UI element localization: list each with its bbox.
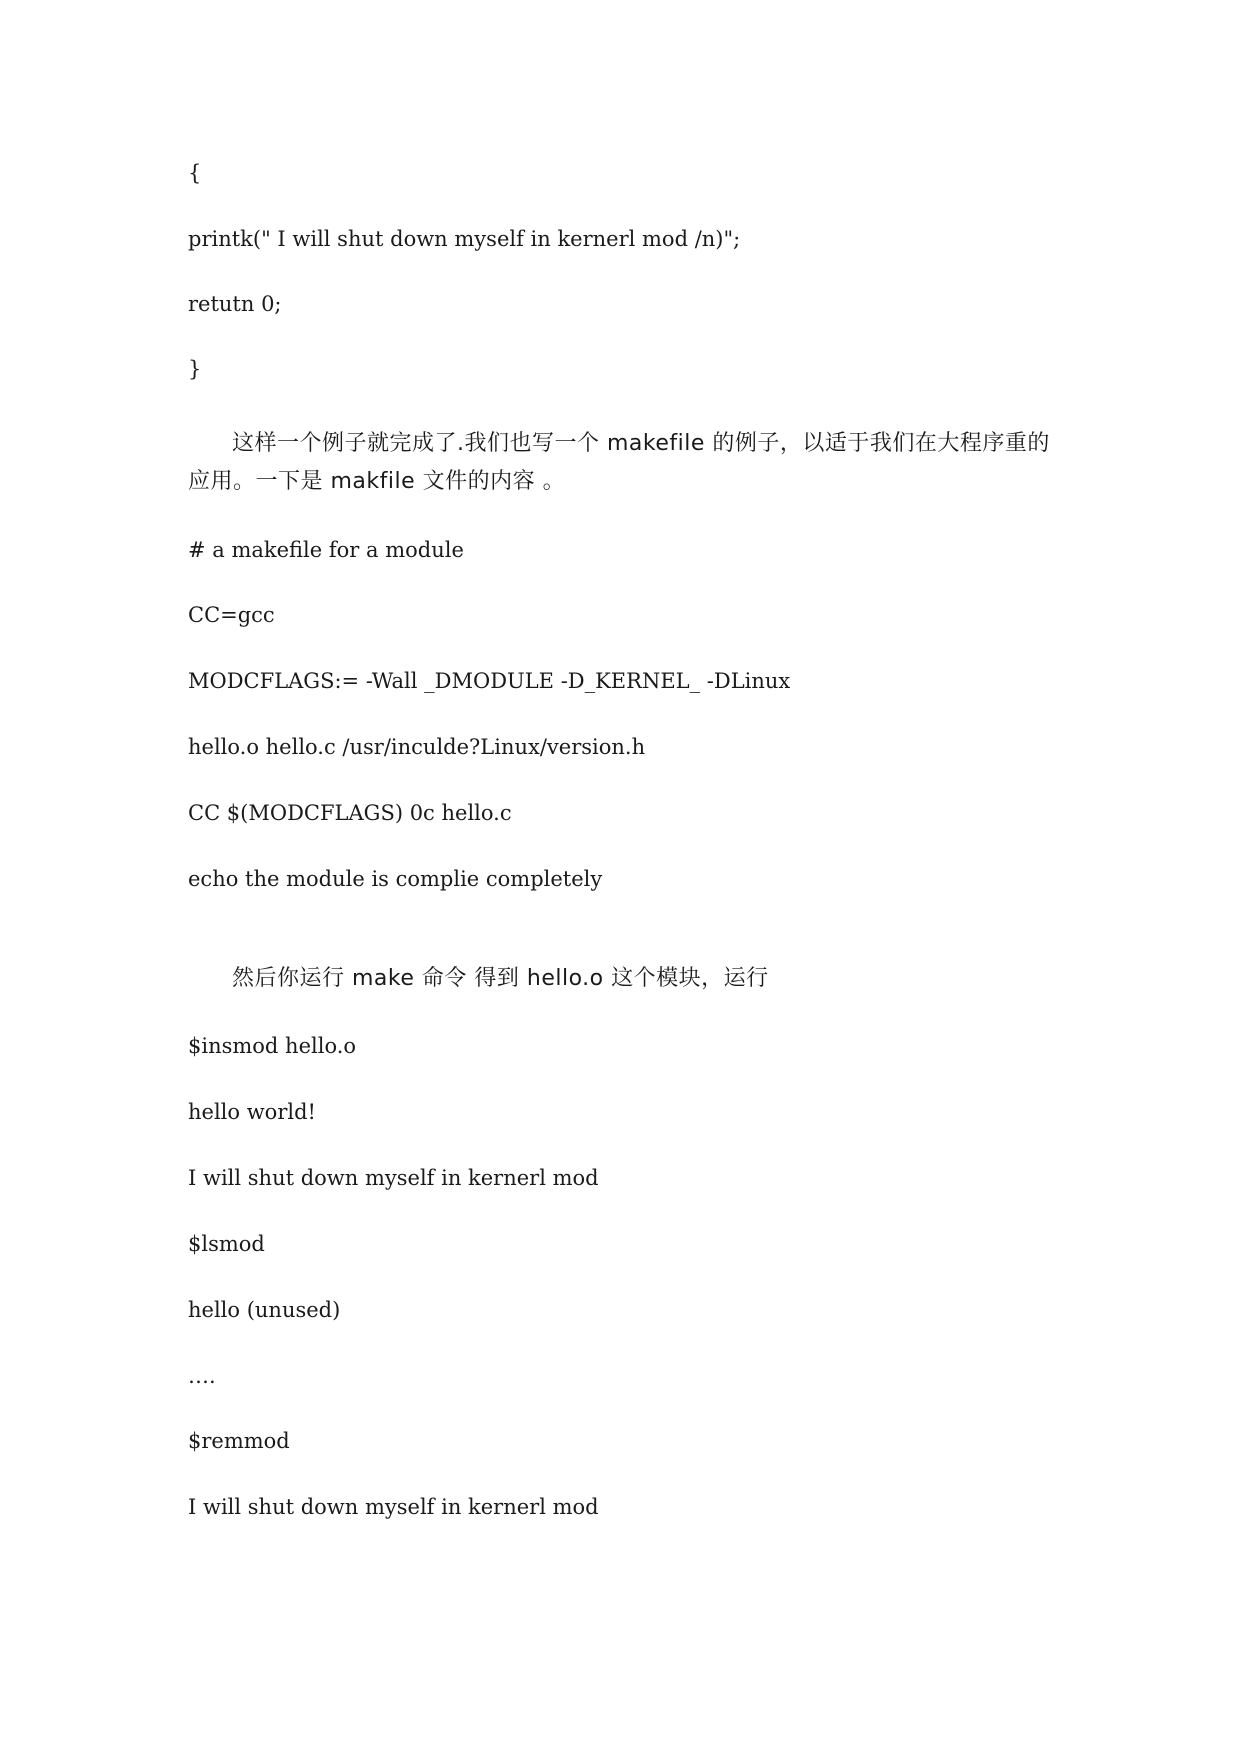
terminal-lsmod-line: $lsmod: [188, 1232, 265, 1256]
makefile-target-line: hello.o hello.c /usr/inculde?Linux/version.h: [188, 735, 646, 759]
code-printk-line: printk(" I will shut down myself in kernerl mod /n)";: [188, 227, 741, 251]
terminal-insmod-line: $insmod hello.o: [188, 1034, 357, 1058]
terminal-ellipsis-line: ….: [188, 1364, 216, 1388]
paragraph-run-make: 然后你运行 make 命令 得到 hello.o 这个模块，运行: [232, 966, 769, 991]
paragraph-makefile-intro: 这样一个例子就完成了.我们也写一个 makefile 的例子，以适于我们在大程序重的应用。一下是 makfile 文件的内容 。: [188, 431, 1050, 494]
terminal-remmod-output: I will shut down myself in kernerl mod: [188, 1495, 599, 1519]
makefile-cc-line: CC=gcc: [188, 603, 275, 627]
code-open-brace: {: [188, 161, 202, 185]
terminal-lsmod-output: hello (unused): [188, 1298, 341, 1322]
terminal-hello-output: hello world!: [188, 1100, 316, 1124]
terminal-shutdown-output: I will shut down myself in kernerl mod: [188, 1166, 599, 1190]
code-return-line: retutn 0;: [188, 292, 282, 316]
makefile-echo-line: echo the module is complie completely: [188, 867, 603, 891]
terminal-remmod-line: $remmod: [188, 1429, 290, 1453]
makefile-compile-line: CC $(MODCFLAGS) 0c hello.c: [188, 801, 512, 825]
makefile-flags-line: MODCFLAGS:= -Wall _DMODULE -D_KERNEL_ -DLinux: [188, 669, 791, 693]
code-close-brace: }: [188, 357, 202, 381]
makefile-comment-line: # a makefile for a module: [188, 538, 464, 562]
